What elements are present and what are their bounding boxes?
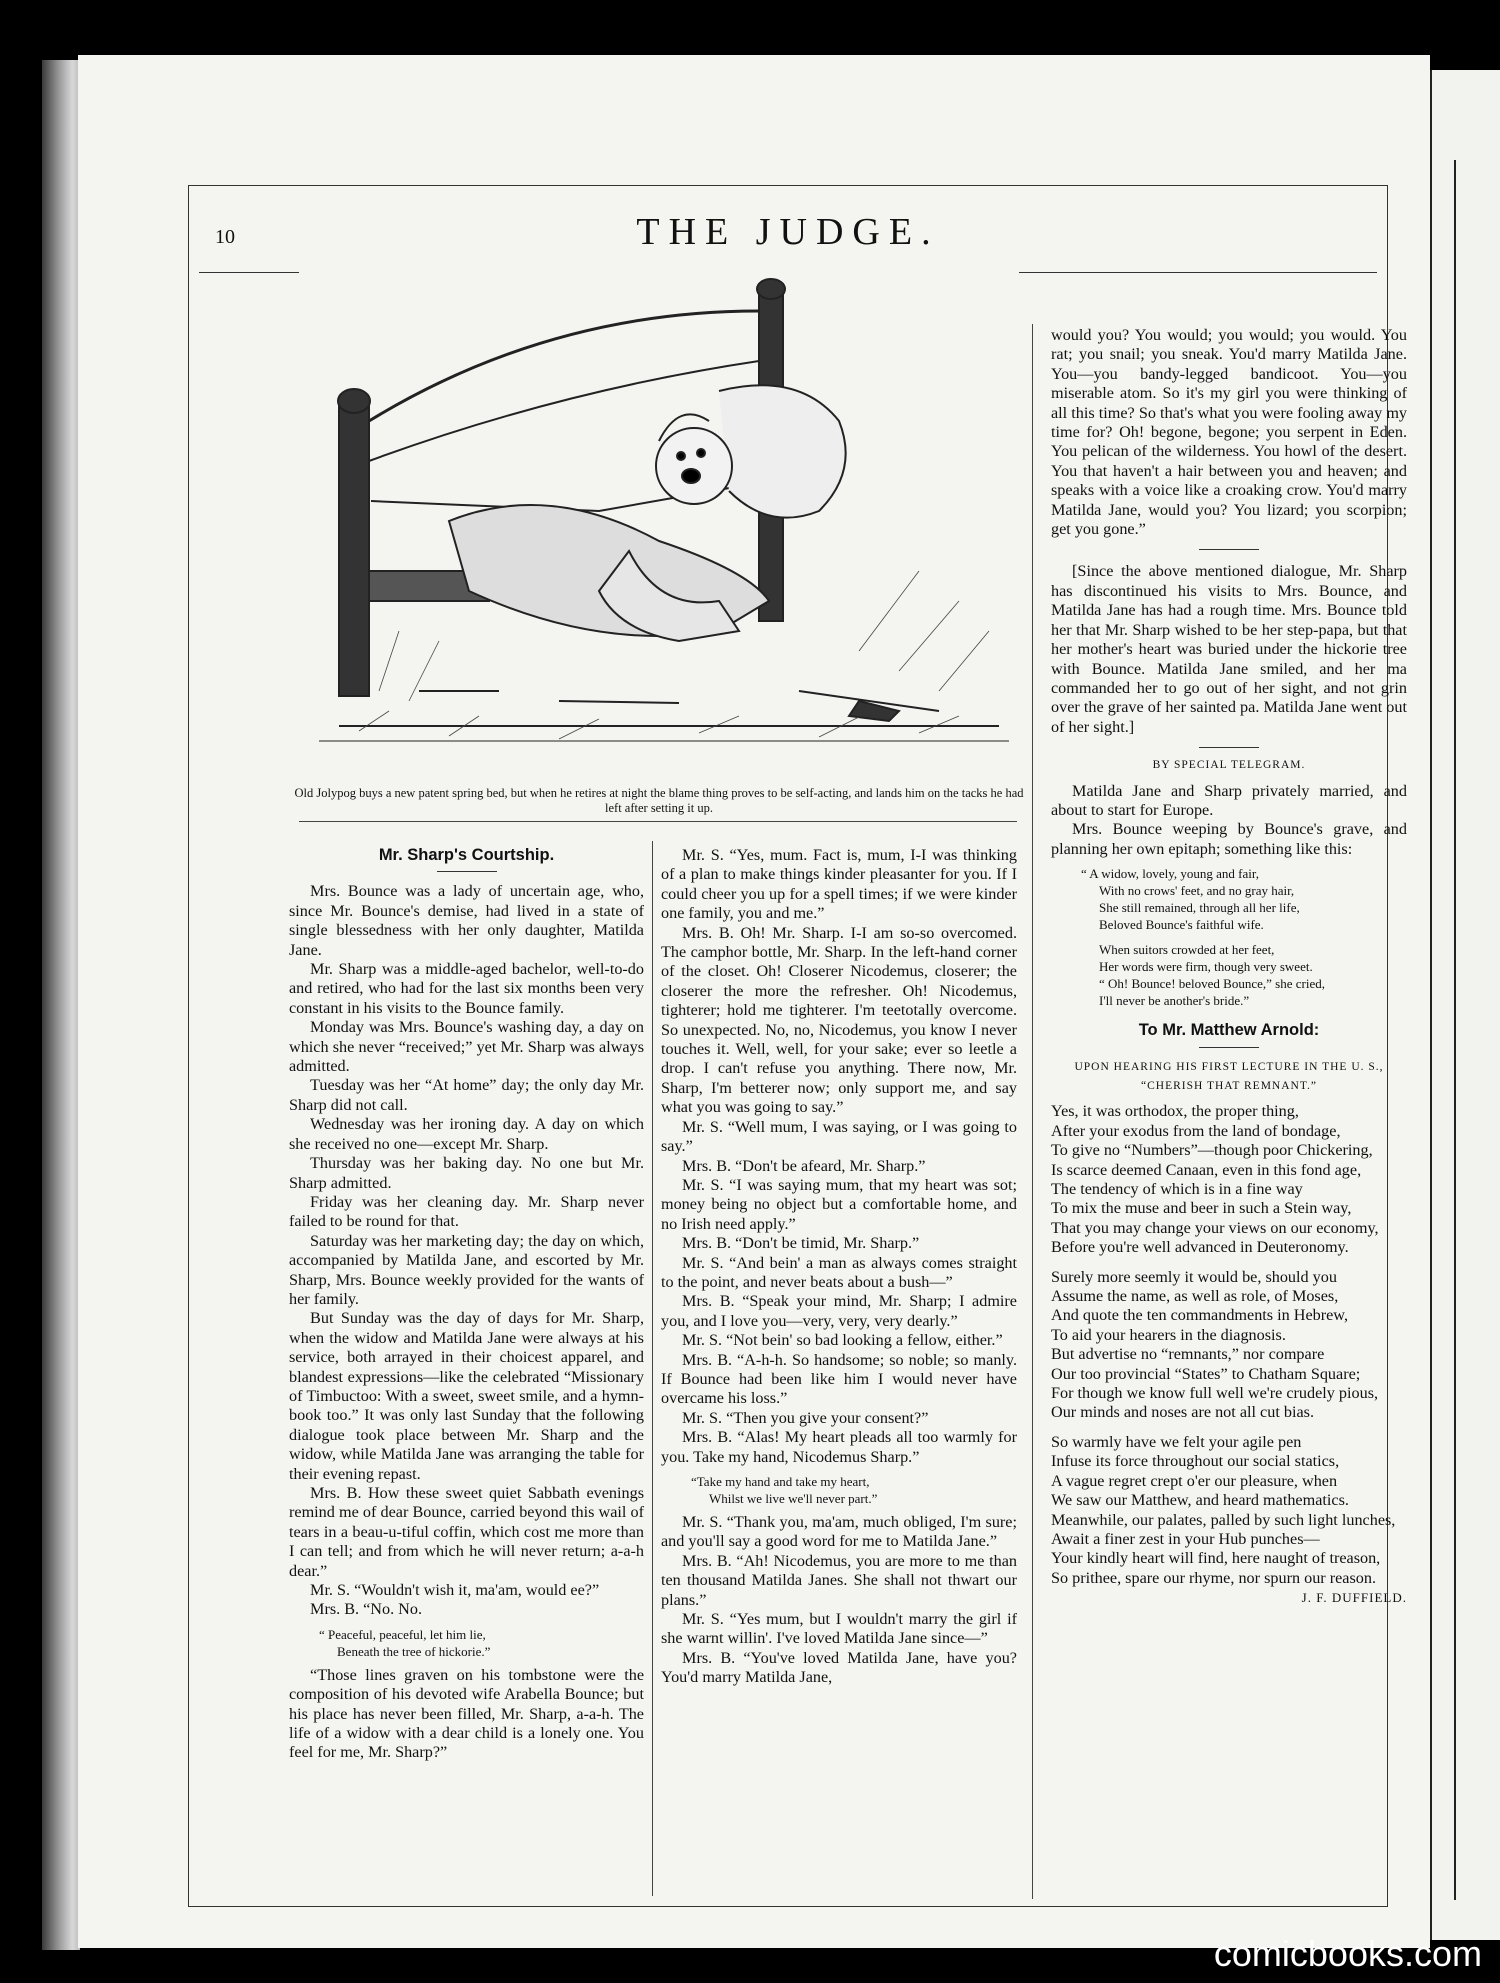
story-paragraph: Mrs. B. How these sweet quiet Sabbath evenings remind me of dear Bounce, carried beyond this wail of tears in a beau-u-tiful coffin, which cost me more than I can tell; and from which he will never return; a-a-h dear.”	[289, 1484, 644, 1580]
poem-line: We saw our Matthew, and heard mathematics.	[1051, 1491, 1349, 1510]
poem-line: To give no “Numbers”—though poor Chickering,	[1051, 1141, 1373, 1160]
story-column-2	[661, 846, 1017, 1688]
story-paragraph: [Since the above mentioned dialogue, Mr. Sharp has discontinued his visits to Mrs. Bounce, and Matilda Jane has had a rough time. Mrs. Bounce told her that Mr. Sharp wished to be her step-papa, but that her mother's heart was buried under the hickorie tree with Bounce. Matilda Jane smiled, and her ma commanded her to go out of her sight, and not grin over the grave of her sainted pa. Matilda Jane went out of her sight.]	[1051, 562, 1407, 736]
story-paragraph: Tuesday was her “At home” day; the only day Mr. Sharp did not call.	[289, 1076, 644, 1114]
story-paragraph: Mrs. B. “A-h-h. So handsome; so noble; so manly. If Bounce had been like him I would never have overcame his loss.”	[661, 1350, 1017, 1408]
story-paragraph: “Those lines graven on his tombstone were the composition of his devoted wife Arabella Bounce; but his place has never been filled, Mr. Sharp, a-a-h. The life of a widow with a dear child is a lonely one. You feel for me, Mr. Sharp?”	[289, 1665, 644, 1762]
story-paragraph: Mrs. B. “Don't be timid, Mr. Sharp.”	[682, 1234, 920, 1253]
poem-line: The tendency of which is in a fine way	[1051, 1180, 1303, 1198]
poem-line: That you may change your views on our economy,	[1051, 1218, 1379, 1237]
site-watermark: comicbooks.com	[1213, 1933, 1482, 1974]
page-header	[189, 204, 1387, 264]
verse-line: Her words were firm, though very sweet.	[1099, 959, 1313, 975]
story-paragraph: Mr. S. “Yes mum, but I wouldn't marry the girl if she warnt willin'. I've loved Matilda Jane since—”	[661, 1610, 1017, 1648]
story-paragraph: Mr. S. “Not bein' so bad looking a fellow, either.”	[682, 1331, 1003, 1350]
story-paragraph: Mrs. Bounce was a lady of uncertain age, who, since Mr. Bounce's demise, had lived in a state of single blessedness with her only daughter, Matilda Jane.	[289, 882, 644, 959]
illustration-caption: Old Jolypog buys a new patent spring bed, but when he retires at night the blame thing proves to be self-acting, and lands him on the tacks he had left after setting it up.	[294, 786, 1024, 815]
verse-line: Beneath the tree of hickorie.”	[337, 1643, 491, 1659]
story-paragraph: Mr. S. “Wouldn't wish it, ma'am, would ee?”	[310, 1581, 600, 1600]
epitaph-verse	[1051, 865, 1407, 1009]
verse-line: Whilst we live we'll never part.”	[709, 1491, 878, 1506]
poem-line: So warmly have we felt your agile pen	[1051, 1432, 1302, 1451]
book-spine	[42, 60, 80, 1950]
story-paragraph: Monday was Mrs. Bounce's washing day, a day on which she never “received;” yet Mr. Sharp was always admitted.	[289, 1018, 644, 1076]
story-paragraph: Matilda Jane and Sharp privately married, and about to start for Europe.	[1051, 781, 1407, 819]
bed-illustration	[299, 271, 1019, 771]
story-paragraph: But Sunday was the day of days for Mr. Sharp, when the widow and Matilda Jane were always at his service, both arrayed in their choicest apparel, and blandest expressions—like the celebrated “Missionary of Timbuctoo: With a sweet, sweet smile, and a hymn-book too.” It was only last Sunday that the following dialogue took place between Mr. Sharp and the widow, while Matilda Jane was arranging the table for their evening repast.	[289, 1309, 644, 1483]
story-paragraph: Mrs. B. “Ah! Nicodemus, you are more to me than ten thousand Matilda Janes. She shall not thwart our plans.”	[661, 1551, 1017, 1609]
verse-line: She still remained, through all her life,	[1099, 900, 1300, 916]
story-paragraph: Mrs. B. “Don't be afeard, Mr. Sharp.”	[682, 1156, 926, 1175]
story-paragraph: Thursday was her baking day. No one but Mr. Sharp admitted.	[289, 1154, 644, 1192]
poem-signature: J. F. DUFFIELD.	[1301, 1590, 1407, 1606]
poem-line: To mix the muse and beer in such a Stein way,	[1051, 1199, 1352, 1218]
story-paragraph: Mr. S. “Well mum, I was saying, or I was going to say.”	[661, 1117, 1017, 1156]
story-paragraph: Mrs. B. “Speak your mind, Mr. Sharp; I admire you, and I love you—very, very, very dearly.”	[661, 1292, 1017, 1330]
story-paragraph: Mr. S. “Thank you, ma'am, much obliged, I'm sure; and you'll say a good word for me to Matilda Jane.”	[661, 1513, 1017, 1551]
verse-line: When suitors crowded at her feet,	[1099, 942, 1275, 958]
poem-line: Our too provincial “States” to Chatham Square;	[1051, 1364, 1361, 1383]
poem-body	[1051, 1102, 1407, 1607]
story-paragraph: Mr. S. “And bein' a man as always comes straight to the point, and never beats about a bush—”	[661, 1253, 1017, 1291]
story-paragraph: Mrs. B. “Alas! My heart pleads all too warmly for you. Take my hand, Nicodemus Sharp.”	[661, 1428, 1017, 1466]
telegram-heading: BY SPECIAL TELEGRAM.	[1152, 759, 1306, 772]
verse-line: Beloved Bounce's faithful wife.	[1099, 917, 1264, 933]
masthead-title: THE JUDGE.	[636, 211, 940, 253]
verse-line: I'll never be another's bride.”	[1099, 993, 1250, 1009]
poem-line: Assume the name, as well as role, of Moses,	[1051, 1287, 1339, 1306]
tombstone-verse	[289, 1626, 644, 1660]
poem-line: Yes, it was orthodox, the proper thing,	[1051, 1102, 1299, 1121]
story-paragraph: Mrs. B. “No. No.	[310, 1600, 423, 1619]
poem-line: After your exodus from the land of bondage,	[1051, 1121, 1341, 1140]
poem-title: To Mr. Matthew Arnold:	[1138, 1021, 1320, 1040]
verse-line: “ Peaceful, peaceful, let him lie,	[319, 1626, 486, 1642]
poem-line: Your kindly heart will find, here naught of treason,	[1051, 1549, 1381, 1568]
poem-line: But advertise no “remnants,” nor compare	[1051, 1345, 1325, 1364]
poem-line: Infuse its force throughout our social statics,	[1051, 1452, 1340, 1471]
verse-line: “ Oh! Bounce! beloved Bounce,” she cried,	[1099, 976, 1325, 992]
poem-line: And quote the ten commandments in Hebrew,	[1051, 1306, 1348, 1325]
story-paragraph: Friday was her cleaning day. Mr. Sharp never failed to be round for that.	[289, 1192, 644, 1231]
story-paragraph: Saturday was her marketing day; the day on which, accompanied by Matilda Jane, and escorted by Mr. Sharp, Mrs. Bounce weekly provided for the wants of her family.	[289, 1231, 644, 1308]
verse-line: “Take my hand and take my heart,	[691, 1474, 870, 1489]
page-frame	[188, 185, 1407, 1907]
verse-line: With no crows' feet, and no gray hair,	[1099, 883, 1295, 899]
poem-line: A vague regret crept o'er our pleasure, when	[1051, 1471, 1338, 1490]
poem-line: Surely more seemly it would be, should you	[1051, 1267, 1337, 1286]
story-column-3	[1051, 326, 1407, 1608]
story-paragraph: Mrs. B. Oh! Mr. Sharp. I-I am so-so overcomed. The camphor bottle, Mr. Sharp. In the left-hand corner of the closet. Oh! Closerer Nicodemus, closerer; the closerer the more the refresher. Oh! Nicodemus, tighterer; hold me tighterer. I'm teetotally overcome. So unexpected. No, no, Nicodemus, you know I never touches it. Well, well, for your sake; ever so leetle a drop. I can't refuse you anything. There now, Mr. Sharp, I'm betterer now; only support me, and say what you was going to say.”	[661, 923, 1017, 1117]
story-paragraph: Mr. Sharp was a middle-aged bachelor, well-to-do and retired, who had for the last six months been very constant in his visits to the Bounce family.	[289, 960, 644, 1017]
story-paragraph: Wednesday was her ironing day. A day on which she received no one—except Mr. Sharp.	[289, 1115, 644, 1153]
poem-line: Our minds and noses are not all cut bias.	[1051, 1403, 1314, 1422]
poem-line: So prithee, spare our rhyme, nor spurn our reason.	[1051, 1568, 1377, 1587]
story-column-1	[289, 846, 644, 1763]
poem-line: For though we know full well we're crudely pious,	[1051, 1384, 1379, 1403]
facing-page-edge	[1430, 70, 1500, 1940]
page-number: 10	[215, 226, 235, 248]
poem-line: To aid your hearers in the diagnosis.	[1051, 1325, 1286, 1344]
poem-line: Is scarce deemed Canaan, even in this fond age,	[1051, 1160, 1362, 1179]
hand-heart-verse	[661, 1473, 1017, 1507]
story-paragraph: Mrs. Bounce weeping by Bounce's grave, and planning her own epitaph; something like this:	[1051, 820, 1407, 858]
story-paragraph: Mr. S. “Then you give your consent?”	[682, 1408, 929, 1427]
poem-subtitle: UPON HEARING HIS FIRST LECTURE IN THE U. S., “CHERISH THAT REMNANT.”	[1074, 1060, 1384, 1092]
story-paragraph: Mr. S. “I was saying mum, that my heart was sot; money being no object but a comfortable home, and no Irish need apply.”	[661, 1175, 1017, 1233]
story-paragraph: Mr. S. “Yes, mum. Fact is, mum, I-I was thinking of a plan to make things kinder pleasanter for you. If I could cheer you up for a spell times; if we were kinder one family, you and me.”	[661, 846, 1017, 923]
story-paragraph: would you? You would; you would; you would. You rat; you snail; you sneak. You'd marry Matilda Jane. You—you bandy-legged bandicoot. You—you miserable atom. So it's my girl you were thinking of all this time? So that's what you were fooling away my time for? Oh! begone, begone; you serpent in Eden. You pelican of the wilderness. You howl of the desert. You that haven't a hair between you and heaven; and speaks with a voice like a croaking crow. You'd marry Matilda Jane, would you? You lizard; you scorpion; get you gone.”	[1051, 326, 1407, 539]
story-title: Mr. Sharp's Courtship.	[378, 846, 555, 864]
poem-line: Await a finer zest in your Hub punches—	[1051, 1529, 1320, 1548]
story-paragraph: Mrs. B. “You've loved Matilda Jane, have you? You'd marry Matilda Jane,	[661, 1648, 1017, 1687]
magazine-page	[78, 55, 1430, 1948]
verse-line: “ A widow, lovely, young and fair,	[1081, 866, 1259, 882]
poem-line: Before you're well advanced in Deuteronomy.	[1051, 1238, 1349, 1257]
poem-line: Meanwhile, our palates, palled by such light lunches,	[1051, 1510, 1396, 1529]
